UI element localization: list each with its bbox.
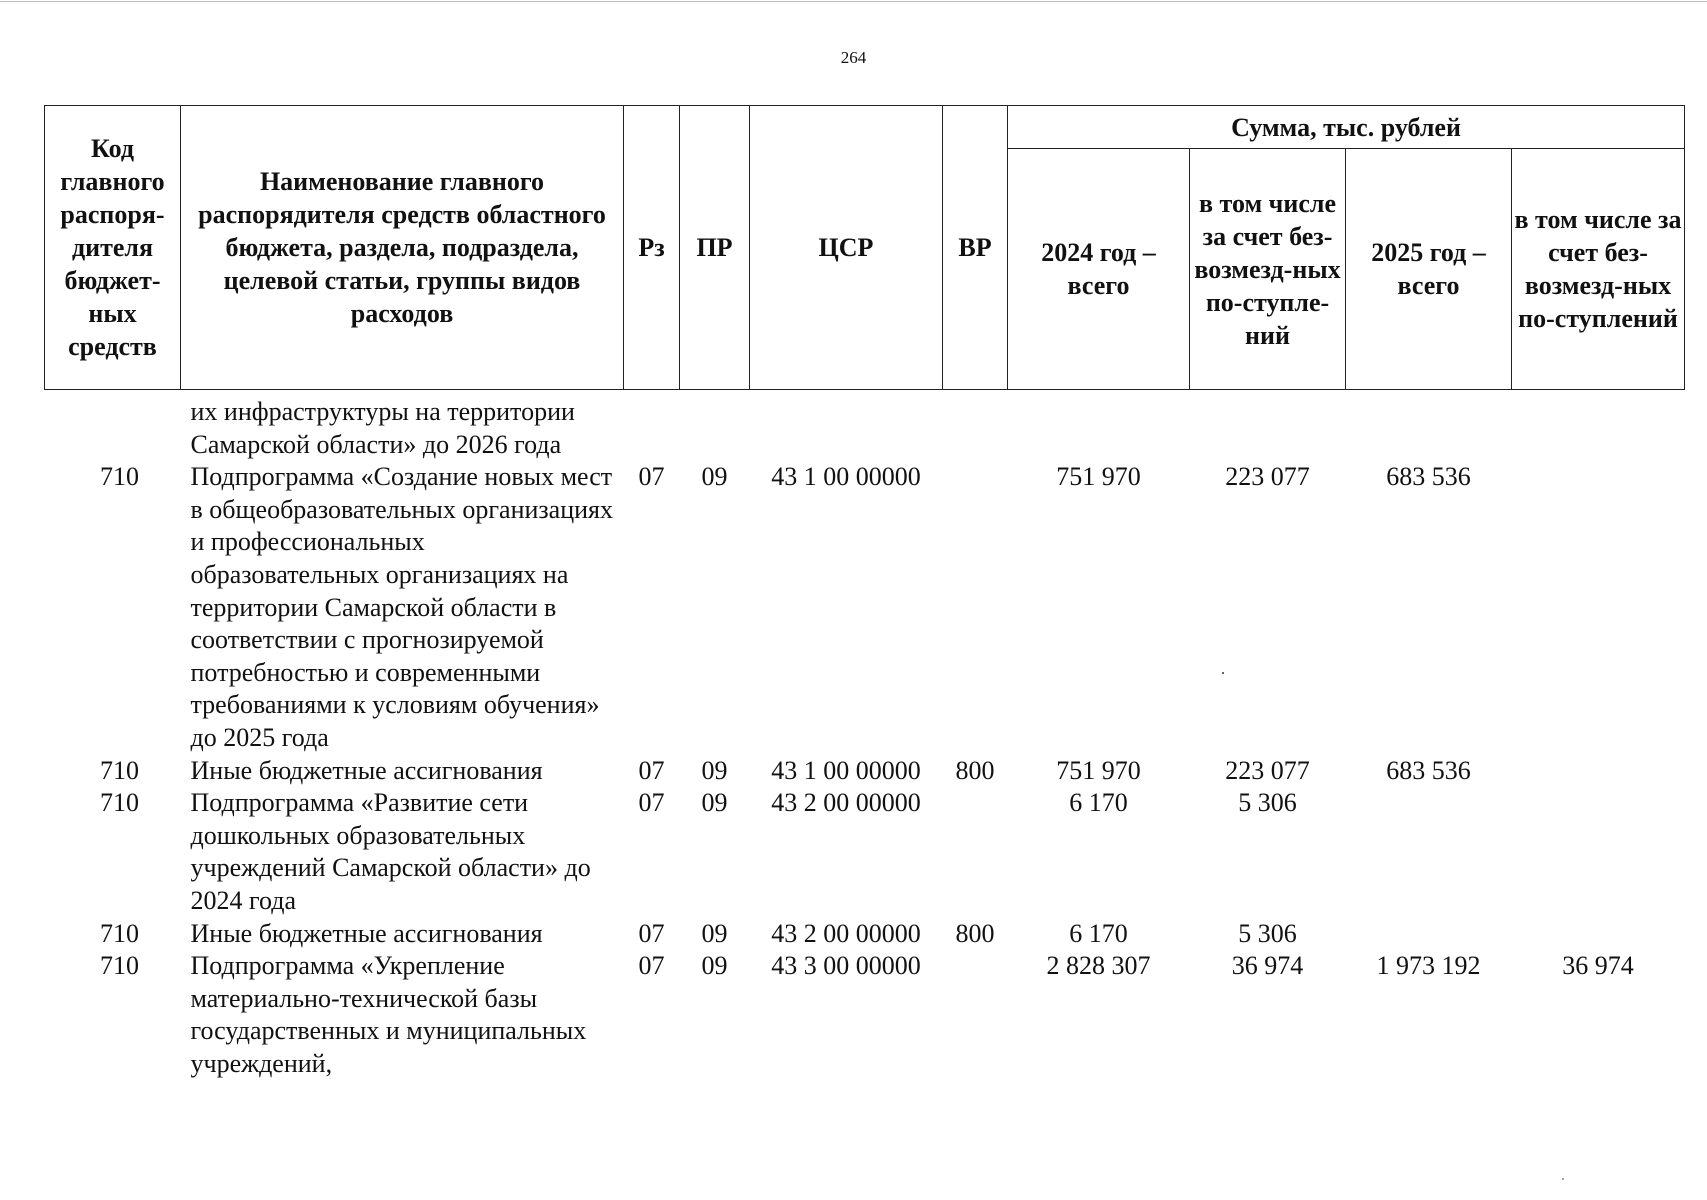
cell-pr: 09 bbox=[701, 755, 728, 785]
header-vr: ВР bbox=[943, 106, 1008, 390]
table-row bbox=[45, 950, 1685, 1080]
cell-name: Подпрограмма «Укрепление материально-технической базы государственных и муниципальных учреждений, bbox=[190, 951, 587, 1078]
cell-rz: 07 bbox=[638, 918, 665, 948]
cell-pr: 09 bbox=[701, 788, 728, 818]
cell-kod bbox=[45, 396, 181, 461]
table-row bbox=[45, 918, 1685, 951]
header-rz: Рз bbox=[624, 106, 680, 390]
cell-name: Иные бюджетные ассигнования bbox=[190, 755, 543, 785]
cell-2024-grants bbox=[1190, 396, 1346, 461]
header-pr: ПР bbox=[680, 106, 750, 390]
cell-vr: 800 bbox=[955, 755, 995, 785]
table-row bbox=[45, 787, 1685, 917]
cell-kod: 710 bbox=[100, 951, 139, 981]
cell-rz: 07 bbox=[638, 788, 665, 818]
cell-name: Подпрограмма «Развитие сети дошкольных образовательных учреждений Самарской области» до 2024 года bbox=[190, 788, 591, 915]
cell-2024-grants: 223 077 bbox=[1225, 755, 1310, 785]
header-2025-total: 2025 год – всего bbox=[1346, 149, 1512, 390]
cell-name: Иные бюджетные ассигнования bbox=[190, 918, 543, 948]
cell-vr: 800 bbox=[955, 918, 995, 948]
cell-2025-total: 683 536 bbox=[1386, 462, 1471, 492]
cell-2025-total bbox=[1346, 787, 1512, 917]
cell-2024-total: 6 170 bbox=[1069, 918, 1128, 948]
cell-2025-total: 683 536 bbox=[1386, 755, 1471, 785]
cell-2025-grants bbox=[1512, 461, 1685, 754]
cell-2025-grants bbox=[1512, 787, 1685, 917]
header-name: Наименование главного распорядителя средств областного бюджета, раздела, подраздела, целевой статьи, группы видов расходов bbox=[181, 106, 624, 390]
cell-2025-total bbox=[1346, 918, 1512, 951]
cell-kod: 710 bbox=[100, 462, 139, 492]
cell-pr: 09 bbox=[701, 918, 728, 948]
cell-vr bbox=[943, 787, 1008, 917]
cell-kod: 710 bbox=[100, 918, 139, 948]
header-2024-total: 2024 год – всего bbox=[1008, 149, 1190, 390]
cell-name: Подпрограмма «Создание новых мест в общеобразовательных организациях и профессиональных образовательных организациях на территории Самарской области в соответствии с прогнозируемой потребностью и современными требованиями к условиям обучения» до 2025 года bbox=[190, 462, 613, 752]
cell-csr: 43 2 00 00000 bbox=[771, 788, 921, 818]
cell-kod: 710 bbox=[100, 788, 139, 818]
header-sum-group: Сумма, тыс. рублей bbox=[1008, 106, 1685, 149]
cell-csr bbox=[750, 396, 943, 461]
cell-2024-total: 6 170 bbox=[1069, 788, 1128, 818]
scan-top-edge bbox=[0, 1, 1707, 2]
cell-rz: 07 bbox=[638, 755, 665, 785]
cell-2024-total: 751 970 bbox=[1056, 755, 1141, 785]
cell-rz: 07 bbox=[638, 951, 665, 981]
table-row bbox=[45, 396, 1685, 461]
cell-2024-total bbox=[1008, 396, 1190, 461]
cell-2024-grants: 5 306 bbox=[1238, 788, 1297, 818]
cell-2025-total bbox=[1346, 396, 1512, 461]
scan-speck bbox=[1222, 672, 1224, 674]
cell-csr: 43 1 00 00000 bbox=[771, 755, 921, 785]
table-row bbox=[45, 461, 1685, 754]
cell-kod: 710 bbox=[100, 755, 139, 785]
cell-csr: 43 2 00 00000 bbox=[771, 918, 921, 948]
cell-2025-grants bbox=[1512, 396, 1685, 461]
header-2025-grants: в том числе за счет без-возмезд-ных по-ступлений bbox=[1512, 149, 1685, 390]
page-number: 264 bbox=[840, 48, 867, 67]
cell-2024-grants: 5 306 bbox=[1238, 918, 1297, 948]
cell-2025-grants bbox=[1512, 918, 1685, 951]
header-csr: ЦСР bbox=[750, 106, 943, 390]
cell-vr bbox=[943, 950, 1008, 1080]
cell-2024-grants: 36 974 bbox=[1231, 951, 1304, 981]
scan-speck bbox=[1562, 1178, 1564, 1180]
cell-pr bbox=[680, 396, 750, 461]
cell-2025-grants bbox=[1512, 755, 1685, 788]
header-row-1 bbox=[45, 106, 1685, 149]
cell-csr: 43 1 00 00000 bbox=[771, 462, 921, 492]
header-2024-grants: в том числе за счет без-возмезд-ных по-ступле-ний bbox=[1190, 149, 1346, 390]
cell-2024-total: 751 970 bbox=[1056, 462, 1141, 492]
header-kod: Код главного распоря-дителя бюджет-ных средств bbox=[45, 106, 181, 390]
cell-2025-total: 1 973 192 bbox=[1376, 951, 1481, 981]
cell-vr bbox=[943, 396, 1008, 461]
table-row bbox=[45, 755, 1685, 788]
cell-2024-grants: 223 077 bbox=[1225, 462, 1310, 492]
cell-pr: 09 bbox=[701, 462, 728, 492]
cell-rz: 07 bbox=[638, 462, 665, 492]
budget-table bbox=[44, 105, 1685, 1080]
cell-rz bbox=[624, 396, 680, 461]
cell-2024-total: 2 828 307 bbox=[1046, 951, 1151, 981]
cell-vr bbox=[943, 461, 1008, 754]
cell-name: их инфраструктуры на территории Самарской области» до 2026 года bbox=[190, 397, 575, 459]
cell-2025-grants: 36 974 bbox=[1562, 951, 1634, 981]
cell-csr: 43 3 00 00000 bbox=[771, 951, 921, 981]
cell-pr: 09 bbox=[701, 951, 728, 981]
